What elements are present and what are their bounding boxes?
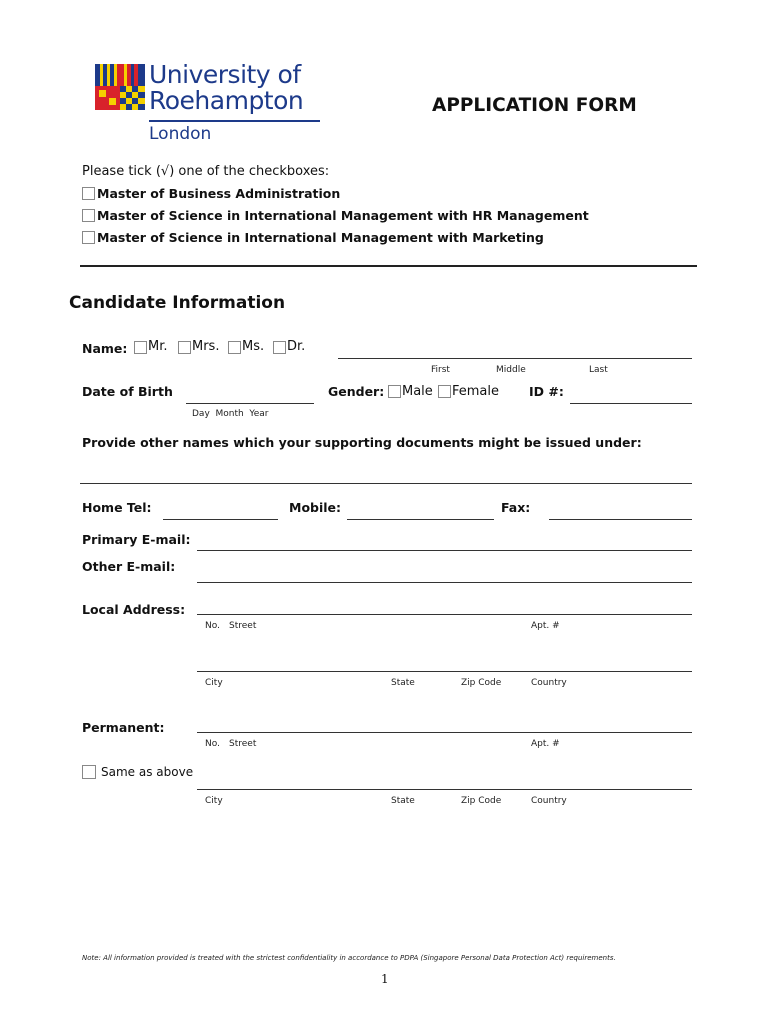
name-sub-last: Last xyxy=(589,365,608,375)
permanent-sub-state: State xyxy=(391,796,415,806)
permanent-sub-apt: Apt. # xyxy=(531,739,560,749)
section-divider xyxy=(80,265,697,267)
confidentiality-note: Note: All information provided is treated with the strictest confidentiality in accordance to PDPA (Singapore Personal Data Protection Act) requirements. xyxy=(82,954,616,962)
other-names-field[interactable] xyxy=(80,483,692,484)
dob-sub: Day Month Year xyxy=(192,409,269,419)
title-checkbox-mr[interactable] xyxy=(134,341,147,354)
id-field[interactable] xyxy=(570,403,692,404)
program-option-msc-hr: Master of Science in International Management with HR Management xyxy=(97,208,589,223)
program-checkbox-mba[interactable] xyxy=(82,187,95,200)
dob-field[interactable] xyxy=(186,403,314,404)
fax-field[interactable] xyxy=(549,519,692,520)
other-email-label: Other E-mail: xyxy=(82,559,176,574)
primary-email-field[interactable] xyxy=(197,550,692,551)
logo-line-1: University of xyxy=(149,60,301,89)
title-option-mr: Mr. xyxy=(148,339,168,354)
home-tel-label: Home Tel: xyxy=(82,500,152,515)
permanent-sub-zip: Zip Code xyxy=(461,796,502,806)
permanent-address-street-field[interactable] xyxy=(197,732,692,733)
local-sub-country: Country xyxy=(531,678,567,688)
local-address-label: Local Address: xyxy=(82,602,186,617)
permanent-sub-country: Country xyxy=(531,796,567,806)
title-option-ms: Ms. xyxy=(242,339,265,354)
logo-line-2: Roehampton xyxy=(149,86,304,115)
crest-icon xyxy=(95,64,145,110)
form-title: APPLICATION FORM xyxy=(432,95,637,116)
program-option-msc-marketing: Master of Science in International Management with Marketing xyxy=(97,230,544,245)
id-label: ID #: xyxy=(529,384,564,399)
title-checkbox-dr[interactable] xyxy=(273,341,286,354)
same-as-above-checkbox[interactable] xyxy=(82,765,96,779)
fax-label: Fax: xyxy=(501,500,531,515)
program-option-mba: Master of Business Administration xyxy=(97,186,341,201)
mobile-label: Mobile: xyxy=(289,500,342,515)
permanent-address-label: Permanent: xyxy=(82,720,165,735)
gender-checkbox-female[interactable] xyxy=(438,385,451,398)
logo-divider xyxy=(149,120,320,122)
local-sub-street: Street xyxy=(229,621,257,631)
local-sub-state: State xyxy=(391,678,415,688)
page-number: 1 xyxy=(381,972,389,986)
gender-option-female: Female xyxy=(452,384,500,399)
permanent-sub-city: City xyxy=(205,796,223,806)
other-names-label: Provide other names which your supporting documents might be issued under: xyxy=(82,435,642,450)
gender-label: Gender: xyxy=(328,384,385,399)
dob-label: Date of Birth xyxy=(82,384,173,399)
title-checkbox-mrs[interactable] xyxy=(178,341,191,354)
local-sub-zip: Zip Code xyxy=(461,678,502,688)
same-as-above-label: Same as above xyxy=(101,765,194,779)
gender-checkbox-male[interactable] xyxy=(388,385,401,398)
home-tel-field[interactable] xyxy=(163,519,278,520)
other-email-field[interactable] xyxy=(197,582,692,583)
name-label: Name: xyxy=(82,341,128,356)
permanent-sub-no: No. xyxy=(205,739,220,749)
gender-option-male: Male xyxy=(402,384,433,399)
program-instruction: Please tick (√) one of the checkboxes: xyxy=(82,164,330,179)
local-sub-city: City xyxy=(205,678,223,688)
permanent-address-city-field[interactable] xyxy=(197,789,692,790)
program-checkbox-msc-hr[interactable] xyxy=(82,209,95,222)
local-address-street-field[interactable] xyxy=(197,614,692,615)
name-sub-middle: Middle xyxy=(496,365,526,375)
local-sub-no: No. xyxy=(205,621,220,631)
mobile-field[interactable] xyxy=(347,519,494,520)
full-name-field[interactable] xyxy=(338,358,692,359)
logo-line-3: London xyxy=(149,124,212,144)
section-title: Candidate Information xyxy=(69,293,286,313)
local-sub-apt: Apt. # xyxy=(531,621,560,631)
permanent-sub-street: Street xyxy=(229,739,257,749)
title-checkbox-ms[interactable] xyxy=(228,341,241,354)
program-checkbox-msc-marketing[interactable] xyxy=(82,231,95,244)
title-option-mrs: Mrs. xyxy=(192,339,220,354)
local-address-city-field[interactable] xyxy=(197,671,692,672)
primary-email-label: Primary E-mail: xyxy=(82,532,191,547)
name-sub-first: First xyxy=(431,365,450,375)
title-option-dr: Dr. xyxy=(287,339,306,354)
university-logo xyxy=(95,60,325,146)
